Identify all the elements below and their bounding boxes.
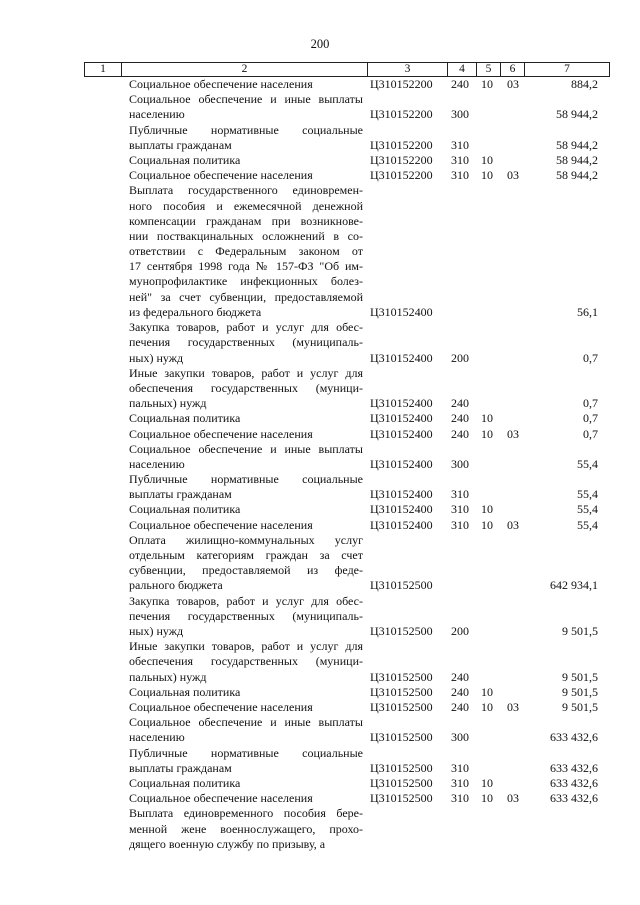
- table-row: [0, 518, 640, 533]
- amount-value: 9 501,5: [562, 624, 598, 639]
- expense-type-code: 310: [451, 137, 469, 152]
- description-line: нии поствакцинальных осложнений в со-: [129, 228, 363, 243]
- table-row: [0, 685, 640, 700]
- amount-value: 0,7: [583, 396, 598, 411]
- table-row: [0, 153, 640, 168]
- amount-value: 58 944,2: [556, 168, 598, 183]
- section-code: 10: [481, 684, 493, 699]
- row-description: [129, 685, 363, 700]
- expense-type-code: 300: [451, 107, 469, 122]
- target-article-code: Ц310152500: [370, 684, 433, 699]
- header-col-7: 7: [525, 63, 610, 76]
- row-description: [129, 427, 363, 442]
- target-article-code: Ц310152400: [370, 304, 433, 319]
- expense-type-code: 200: [451, 624, 469, 639]
- table-row: [0, 700, 640, 715]
- section-code: 10: [481, 152, 493, 167]
- table-row: [0, 715, 640, 745]
- expense-type-code: 310: [451, 791, 469, 806]
- expense-type-code: 310: [451, 487, 469, 502]
- description-line: Социальная политика: [129, 776, 241, 790]
- amount-value: 884,2: [571, 77, 598, 91]
- table-row: [0, 776, 640, 791]
- row-description: [129, 92, 363, 122]
- target-article-code: Ц310152500: [370, 730, 433, 745]
- row-description: [129, 502, 363, 517]
- table-header: [84, 62, 610, 77]
- section-code: 10: [481, 411, 493, 426]
- table-row: [0, 123, 640, 153]
- amount-value: 0,7: [583, 411, 598, 426]
- row-description: [129, 411, 363, 426]
- table-row: [0, 77, 640, 92]
- description-line: Социальное обеспечение населения: [129, 791, 313, 806]
- table-row: [0, 427, 640, 442]
- target-article-code: Ц310152400: [370, 517, 433, 532]
- description-line: рального бюджета: [129, 578, 223, 593]
- description-line: отдельным категориям граждан за счет: [129, 548, 363, 563]
- description-line: менной жене военнослужащего, прохо-: [129, 821, 363, 836]
- table-row: [0, 320, 640, 366]
- row-description: [129, 639, 363, 685]
- description-line: пальных) нужд: [129, 396, 207, 411]
- target-article-code: Ц310152200: [370, 168, 433, 183]
- expense-type-code: 240: [451, 426, 469, 441]
- header-col-5: 5: [477, 63, 501, 76]
- description-line: населению: [129, 730, 185, 745]
- expense-type-code: 310: [451, 517, 469, 532]
- amount-value: 9 501,5: [562, 684, 598, 699]
- description-line: обеспечения государственных (муници-: [129, 380, 363, 395]
- target-article-code: Ц310152400: [370, 426, 433, 441]
- target-article-code: Ц310152400: [370, 456, 433, 471]
- section-code: 10: [481, 700, 493, 715]
- row-description: [129, 791, 363, 806]
- description-line: Закупка товаров, работ и услуг для обес-: [129, 320, 363, 335]
- expense-type-code: 310: [451, 168, 469, 183]
- description-line: Социальное обеспечение населения: [129, 517, 313, 532]
- description-line: Публичные нормативные социальные: [129, 745, 363, 760]
- section-code: 10: [481, 517, 493, 532]
- row-description: [129, 700, 363, 715]
- description-line: Иные закупки товаров, работ и услуг для: [129, 639, 363, 654]
- amount-value: 58 944,2: [556, 137, 598, 152]
- table-row: [0, 502, 640, 517]
- description-line: Выплата единовременного пособия бере-: [129, 806, 363, 821]
- description-line: Социальная политика: [129, 411, 241, 426]
- description-line: Социальное обеспечение населения: [129, 168, 313, 183]
- amount-value: 55,4: [577, 487, 598, 502]
- description-line: печения государственных (муниципаль-: [129, 608, 363, 623]
- description-line: из федерального бюджета: [129, 304, 262, 319]
- subsection-code: 03: [507, 426, 519, 441]
- target-article-code: Ц310152500: [370, 760, 433, 775]
- header-col-2: 2: [122, 63, 368, 76]
- amount-value: 633 432,6: [550, 776, 598, 790]
- page-number: 200: [310, 37, 330, 51]
- description-line: выплаты гражданам: [129, 487, 232, 502]
- description-line: Публичные нормативные социальные: [129, 472, 363, 487]
- description-line: ответствии с Федеральным законом от: [129, 244, 363, 259]
- table-row: [0, 472, 640, 502]
- table-row: [0, 411, 640, 426]
- table-row: [0, 639, 640, 685]
- row-description: [129, 183, 363, 320]
- amount-value: 0,7: [583, 350, 598, 365]
- subsection-code: 03: [507, 700, 519, 715]
- target-article-code: Ц310152400: [370, 396, 433, 411]
- description-line: Социальное обеспечение населения: [129, 700, 313, 715]
- row-description: [129, 594, 363, 640]
- row-description: [129, 442, 363, 472]
- description-line: Социальное обеспечение и иные выплаты: [129, 92, 363, 107]
- description-line: обеспечения государственных (муници-: [129, 654, 363, 669]
- header-col-6: 6: [501, 63, 525, 76]
- section-code: 10: [481, 502, 493, 517]
- expense-type-code: 310: [451, 152, 469, 167]
- amount-value: 58 944,2: [556, 152, 598, 167]
- target-article-code: Ц310152500: [370, 791, 433, 806]
- row-description: [129, 153, 363, 168]
- description-line: Социальная политика: [129, 152, 241, 167]
- description-line: печения государственных (муниципаль-: [129, 335, 363, 350]
- description-line: населению: [129, 107, 185, 122]
- subsection-code: 03: [507, 168, 519, 183]
- amount-value: 55,4: [577, 517, 598, 532]
- amount-value: 0,7: [583, 426, 598, 441]
- expense-type-code: 310: [451, 776, 469, 790]
- row-description: [129, 123, 363, 153]
- subsection-code: 03: [507, 517, 519, 532]
- description-line: ных) нужд: [129, 624, 184, 639]
- subsection-code: 03: [507, 791, 519, 806]
- header-col-4: 4: [448, 63, 477, 76]
- row-description: [129, 77, 363, 92]
- table-row: [0, 791, 640, 806]
- expense-type-code: 300: [451, 730, 469, 745]
- target-article-code: Ц310152200: [370, 77, 433, 91]
- amount-value: 58 944,2: [556, 107, 598, 122]
- subsection-code: 03: [507, 77, 519, 91]
- header-col-1: 1: [84, 63, 122, 76]
- row-description: [129, 472, 363, 502]
- expense-type-code: 310: [451, 760, 469, 775]
- amount-value: 9 501,5: [562, 700, 598, 715]
- row-description: [129, 518, 363, 533]
- amount-value: 642 934,1: [550, 578, 598, 593]
- row-description: [129, 746, 363, 776]
- description-line: Социальное обеспечение населения: [129, 77, 313, 91]
- row-description: [129, 366, 363, 412]
- target-article-code: Ц310152500: [370, 578, 433, 593]
- expense-type-code: 300: [451, 456, 469, 471]
- description-line: дящего военную службу по призыву, а: [129, 836, 326, 851]
- row-description: [129, 168, 363, 183]
- target-article-code: Ц310152400: [370, 502, 433, 517]
- description-line: субвенции, предоставляемой из феде-: [129, 563, 363, 578]
- amount-value: 633 432,6: [550, 791, 598, 806]
- description-line: Социальное обеспечение населения: [129, 426, 313, 441]
- target-article-code: Ц310152500: [370, 624, 433, 639]
- expense-type-code: 310: [451, 502, 469, 517]
- section-code: 10: [481, 77, 493, 91]
- description-line: Социальное обеспечение и иные выплаты: [129, 715, 363, 730]
- row-description: [129, 320, 363, 366]
- row-description: [129, 715, 363, 745]
- description-line: компенсации гражданам при возникнове-: [129, 213, 363, 228]
- description-line: Социальное обеспечение и иные выплаты: [129, 441, 363, 456]
- target-article-code: Ц310152400: [370, 487, 433, 502]
- table-row: [0, 183, 640, 320]
- description-line: ней" за счет субвенции, предоставляемой: [129, 289, 363, 304]
- description-line: выплаты гражданам: [129, 760, 232, 775]
- expense-type-code: 240: [451, 684, 469, 699]
- description-line: населению: [129, 456, 185, 471]
- target-article-code: Ц310152500: [370, 669, 433, 684]
- amount-value: 55,4: [577, 456, 598, 471]
- description-line: пальных) нужд: [129, 669, 207, 684]
- table-row: [0, 746, 640, 776]
- amount-value: 55,4: [577, 502, 598, 517]
- header-col-3: 3: [368, 63, 448, 76]
- description-line: Иные закупки товаров, работ и услуг для: [129, 365, 363, 380]
- target-article-code: Ц310152400: [370, 350, 433, 365]
- expense-type-code: 200: [451, 350, 469, 365]
- description-line: мунопрофилактике инфекционных болез-: [129, 274, 363, 289]
- description-line: ного пособия и ежемесячной денежной: [129, 198, 363, 213]
- amount-value: 633 432,6: [550, 760, 598, 775]
- target-article-code: Ц310152200: [370, 107, 433, 122]
- section-code: 10: [481, 776, 493, 790]
- description-line: Публичные нормативные социальные: [129, 122, 363, 137]
- amount-value: 56,1: [577, 304, 598, 319]
- section-code: 10: [481, 791, 493, 806]
- description-line: Выплата государственного единовремен-: [129, 183, 363, 198]
- table-row: [0, 366, 640, 412]
- table-row: [0, 92, 640, 122]
- target-article-code: Ц310152500: [370, 700, 433, 715]
- section-code: 10: [481, 426, 493, 441]
- description-line: ных) нужд: [129, 350, 184, 365]
- budget-table-body: [0, 77, 640, 852]
- row-description: [129, 533, 363, 594]
- table-row: [0, 168, 640, 183]
- expense-type-code: 240: [451, 700, 469, 715]
- section-code: 10: [481, 168, 493, 183]
- expense-type-code: 240: [451, 669, 469, 684]
- target-article-code: Ц310152400: [370, 411, 433, 426]
- description-line: выплаты гражданам: [129, 137, 232, 152]
- expense-type-code: 240: [451, 77, 469, 91]
- table-row: [0, 533, 640, 594]
- row-description: [129, 806, 363, 852]
- target-article-code: Ц310152200: [370, 152, 433, 167]
- amount-value: 9 501,5: [562, 669, 598, 684]
- target-article-code: Ц310152500: [370, 776, 433, 790]
- description-line: Закупка товаров, работ и услуг для обес-: [129, 593, 363, 608]
- description-line: Социальная политика: [129, 502, 241, 517]
- table-row: [0, 806, 640, 852]
- expense-type-code: 240: [451, 411, 469, 426]
- description-line: Оплата жилищно-коммунальных услуг: [129, 532, 363, 547]
- row-description: [129, 776, 363, 791]
- table-row: [0, 442, 640, 472]
- expense-type-code: 240: [451, 396, 469, 411]
- amount-value: 633 432,6: [550, 730, 598, 745]
- table-row: [0, 594, 640, 640]
- description-line: Социальная политика: [129, 684, 241, 699]
- description-line: 17 сентября 1998 года № 157-ФЗ "Об им-: [129, 259, 363, 274]
- target-article-code: Ц310152200: [370, 137, 433, 152]
